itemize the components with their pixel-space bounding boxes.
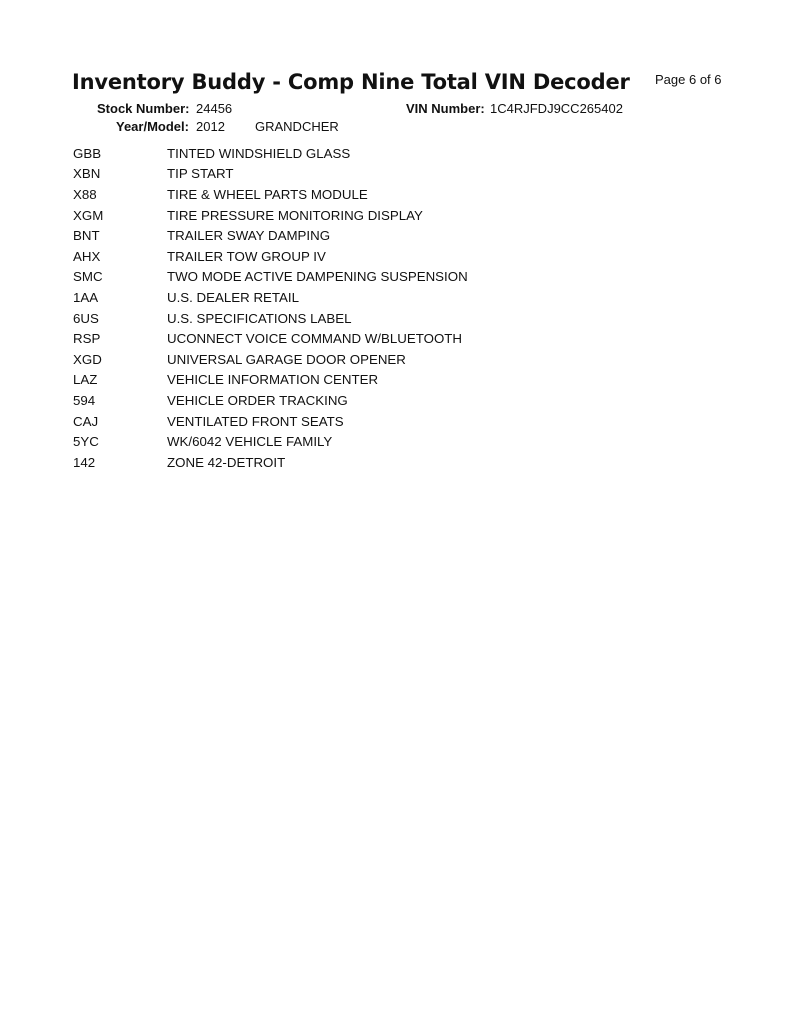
option-row — [73, 225, 468, 246]
option-description: WK/6042 VEHICLE FAMILY — [167, 434, 333, 450]
stock-number-label: Stock Number: — [97, 101, 190, 116]
option-row — [73, 246, 468, 267]
option-row — [73, 390, 468, 411]
option-row — [73, 349, 468, 370]
option-row — [73, 267, 468, 288]
option-row — [73, 164, 468, 185]
option-row — [73, 370, 468, 391]
option-description: VEHICLE INFORMATION CENTER — [167, 372, 379, 388]
year-model-label: Year/Model: — [116, 119, 189, 134]
option-code: RSP — [73, 331, 101, 347]
option-description: U.S. DEALER RETAIL — [167, 289, 300, 305]
model-value: GRANDCHER — [255, 119, 339, 134]
vin-number-value: 1C4RJFDJ9CC265402 — [490, 101, 623, 116]
option-row — [73, 328, 468, 349]
option-row — [73, 308, 468, 329]
option-description: U.S. SPECIFICATIONS LABEL — [167, 310, 352, 326]
option-code: X88 — [73, 186, 97, 202]
option-code: CAJ — [73, 413, 99, 429]
option-row — [73, 287, 468, 308]
option-description: TIP START — [167, 166, 234, 182]
option-description: UNIVERSAL GARAGE DOOR OPENER — [167, 351, 406, 367]
option-row — [73, 205, 468, 226]
option-row — [73, 184, 468, 205]
option-code: XGM — [73, 207, 104, 223]
option-row — [73, 143, 468, 164]
option-code-list — [73, 143, 468, 473]
option-description: TWO MODE ACTIVE DAMPENING SUSPENSION — [167, 269, 468, 285]
option-row — [73, 452, 468, 473]
option-code: 594 — [73, 392, 96, 408]
option-code: 1AA — [73, 289, 99, 305]
option-description: UCONNECT VOICE COMMAND W/BLUETOOTH — [167, 331, 463, 347]
year-value: 2012 — [196, 119, 225, 134]
option-code: GBB — [73, 145, 102, 161]
option-description: VEHICLE ORDER TRACKING — [167, 392, 348, 408]
vin-number-label: VIN Number: — [406, 101, 485, 116]
option-description: TRAILER TOW GROUP IV — [167, 248, 326, 264]
report-title: Inventory Buddy - Comp Nine Total VIN Decoder — [72, 70, 630, 94]
option-code: 142 — [73, 454, 96, 470]
page-indicator: Page 6 of 6 — [655, 72, 722, 87]
option-description: VENTILATED FRONT SEATS — [167, 413, 344, 429]
option-row — [73, 431, 468, 452]
option-description: TRAILER SWAY DAMPING — [167, 228, 331, 244]
option-code: 5YC — [73, 434, 99, 450]
option-code: LAZ — [73, 372, 98, 388]
option-code: XGD — [73, 351, 102, 367]
option-code: XBN — [73, 166, 101, 182]
option-description: TIRE & WHEEL PARTS MODULE — [167, 186, 368, 202]
option-code: SMC — [73, 269, 103, 285]
option-description: TIRE PRESSURE MONITORING DISPLAY — [167, 207, 423, 223]
option-row — [73, 411, 468, 432]
option-code: BNT — [73, 228, 100, 244]
option-code: AHX — [73, 248, 101, 264]
option-description: TINTED WINDSHIELD GLASS — [167, 145, 351, 161]
option-code: 6US — [73, 310, 99, 326]
stock-number-value: 24456 — [196, 101, 233, 116]
option-description: ZONE 42-DETROIT — [167, 454, 286, 470]
